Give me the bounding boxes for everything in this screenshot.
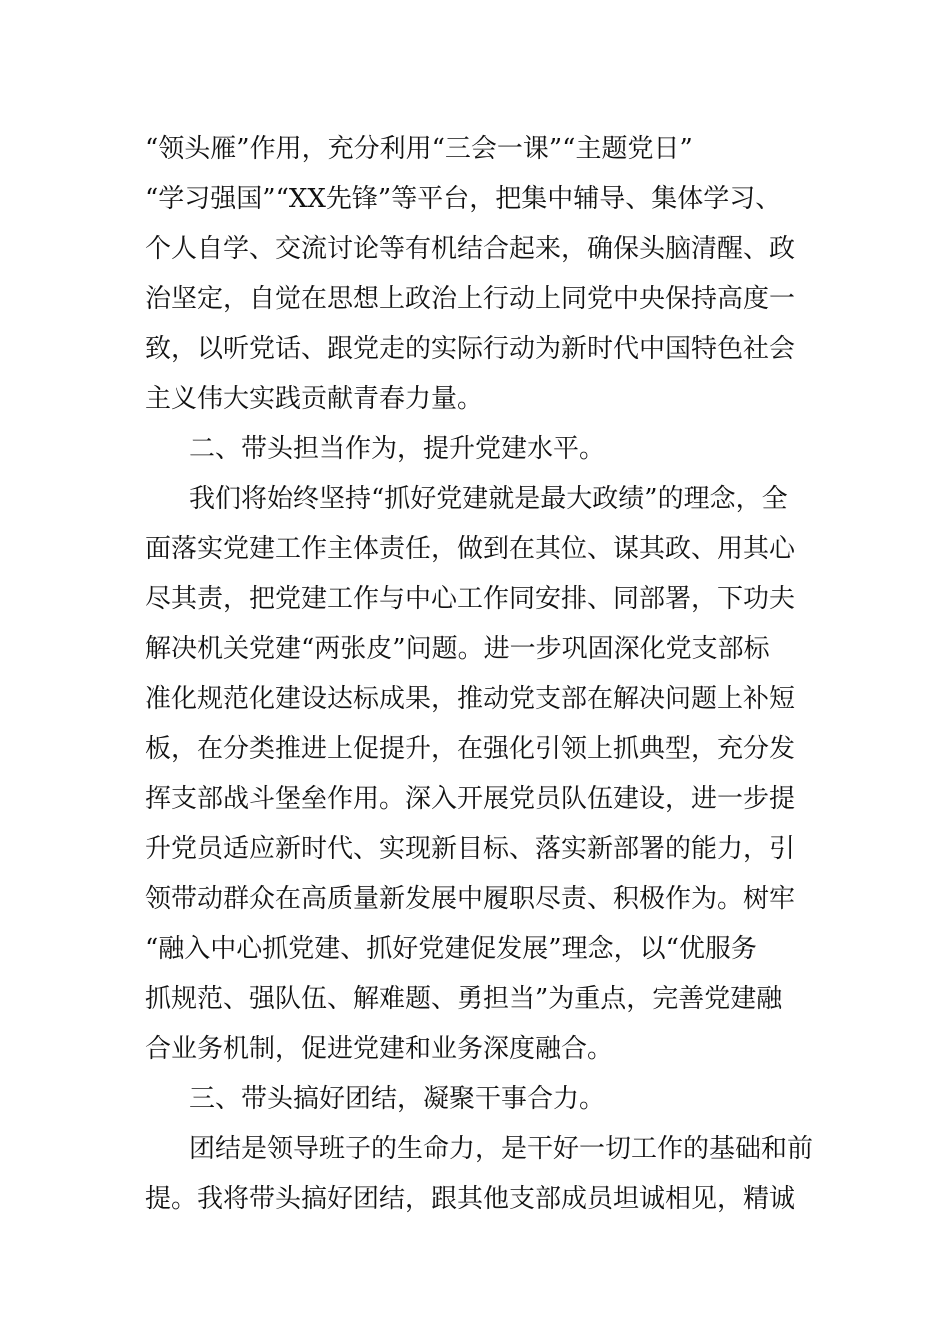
text-line: 板，在分类推进上促提升，在强化引领上抓典型，充分发 [145,734,796,764]
text-line: 个人自学、交流讨论等有机结合起来，确保头脑清醒、政 [145,234,796,264]
text-line: 主义伟大实践贡献青春力量。 [145,384,484,414]
paragraph-start: 我们将始终坚持“抓好党建就是最大政绩”的理念，全 [189,484,788,514]
text-line: 提。我将带头搞好团结，跟其他支部成员坦诚相见，精诚 [145,1184,796,1214]
text-line: 准化规范化建设达标成果，推动党支部在解决问题上补短 [145,684,796,714]
text-line: 解决机关党建“两张皮”问题。进一步巩固深化党支部标 [145,634,770,664]
section-heading: 二、带头担当作为，提升党建水平。 [189,434,606,464]
text-line: 治坚定，自觉在思想上政治上行动上同党中央保持高度一 [145,284,796,314]
text-line: 抓规范、强队伍、解难题、勇担当”为重点，完善党建融 [145,984,783,1014]
text-line: 领带动群众在高质量新发展中履职尽责、积极作为。树牢 [145,884,796,914]
document-body [145,124,825,1224]
text-line: 尽其责，把党建工作与中心工作同安排、同部署，下功夫 [145,584,796,614]
section-heading: 三、带头搞好团结，凝聚干事合力。 [189,1084,606,1114]
text-line: “学习强国”“XX先锋”等平台，把集中辅导、集体学习、 [145,184,782,214]
text-line: 致，以听党话、跟党走的实际行动为新时代中国特色社会 [145,334,796,364]
text-line: 挥支部战斗堡垒作用。深入开展党员队伍建设，进一步提 [145,784,796,814]
text-line: 面落实党建工作主体责任，做到在其位、谋其政、用其心 [145,534,796,564]
text-line: 升党员适应新时代、实现新目标、落实新部署的能力，引 [145,834,796,864]
text-line: 合业务机制，促进党建和业务深度融合。 [145,1034,614,1064]
text-line: “领头雁”作用，充分利用“三会一课”“主题党日” [145,134,693,164]
paragraph-start: 团结是领导班子的生命力，是干好一切工作的基础和前 [189,1134,814,1164]
text-line: “融入中心抓党建、抓好党建促发展”理念，以“优服务 [145,934,757,964]
